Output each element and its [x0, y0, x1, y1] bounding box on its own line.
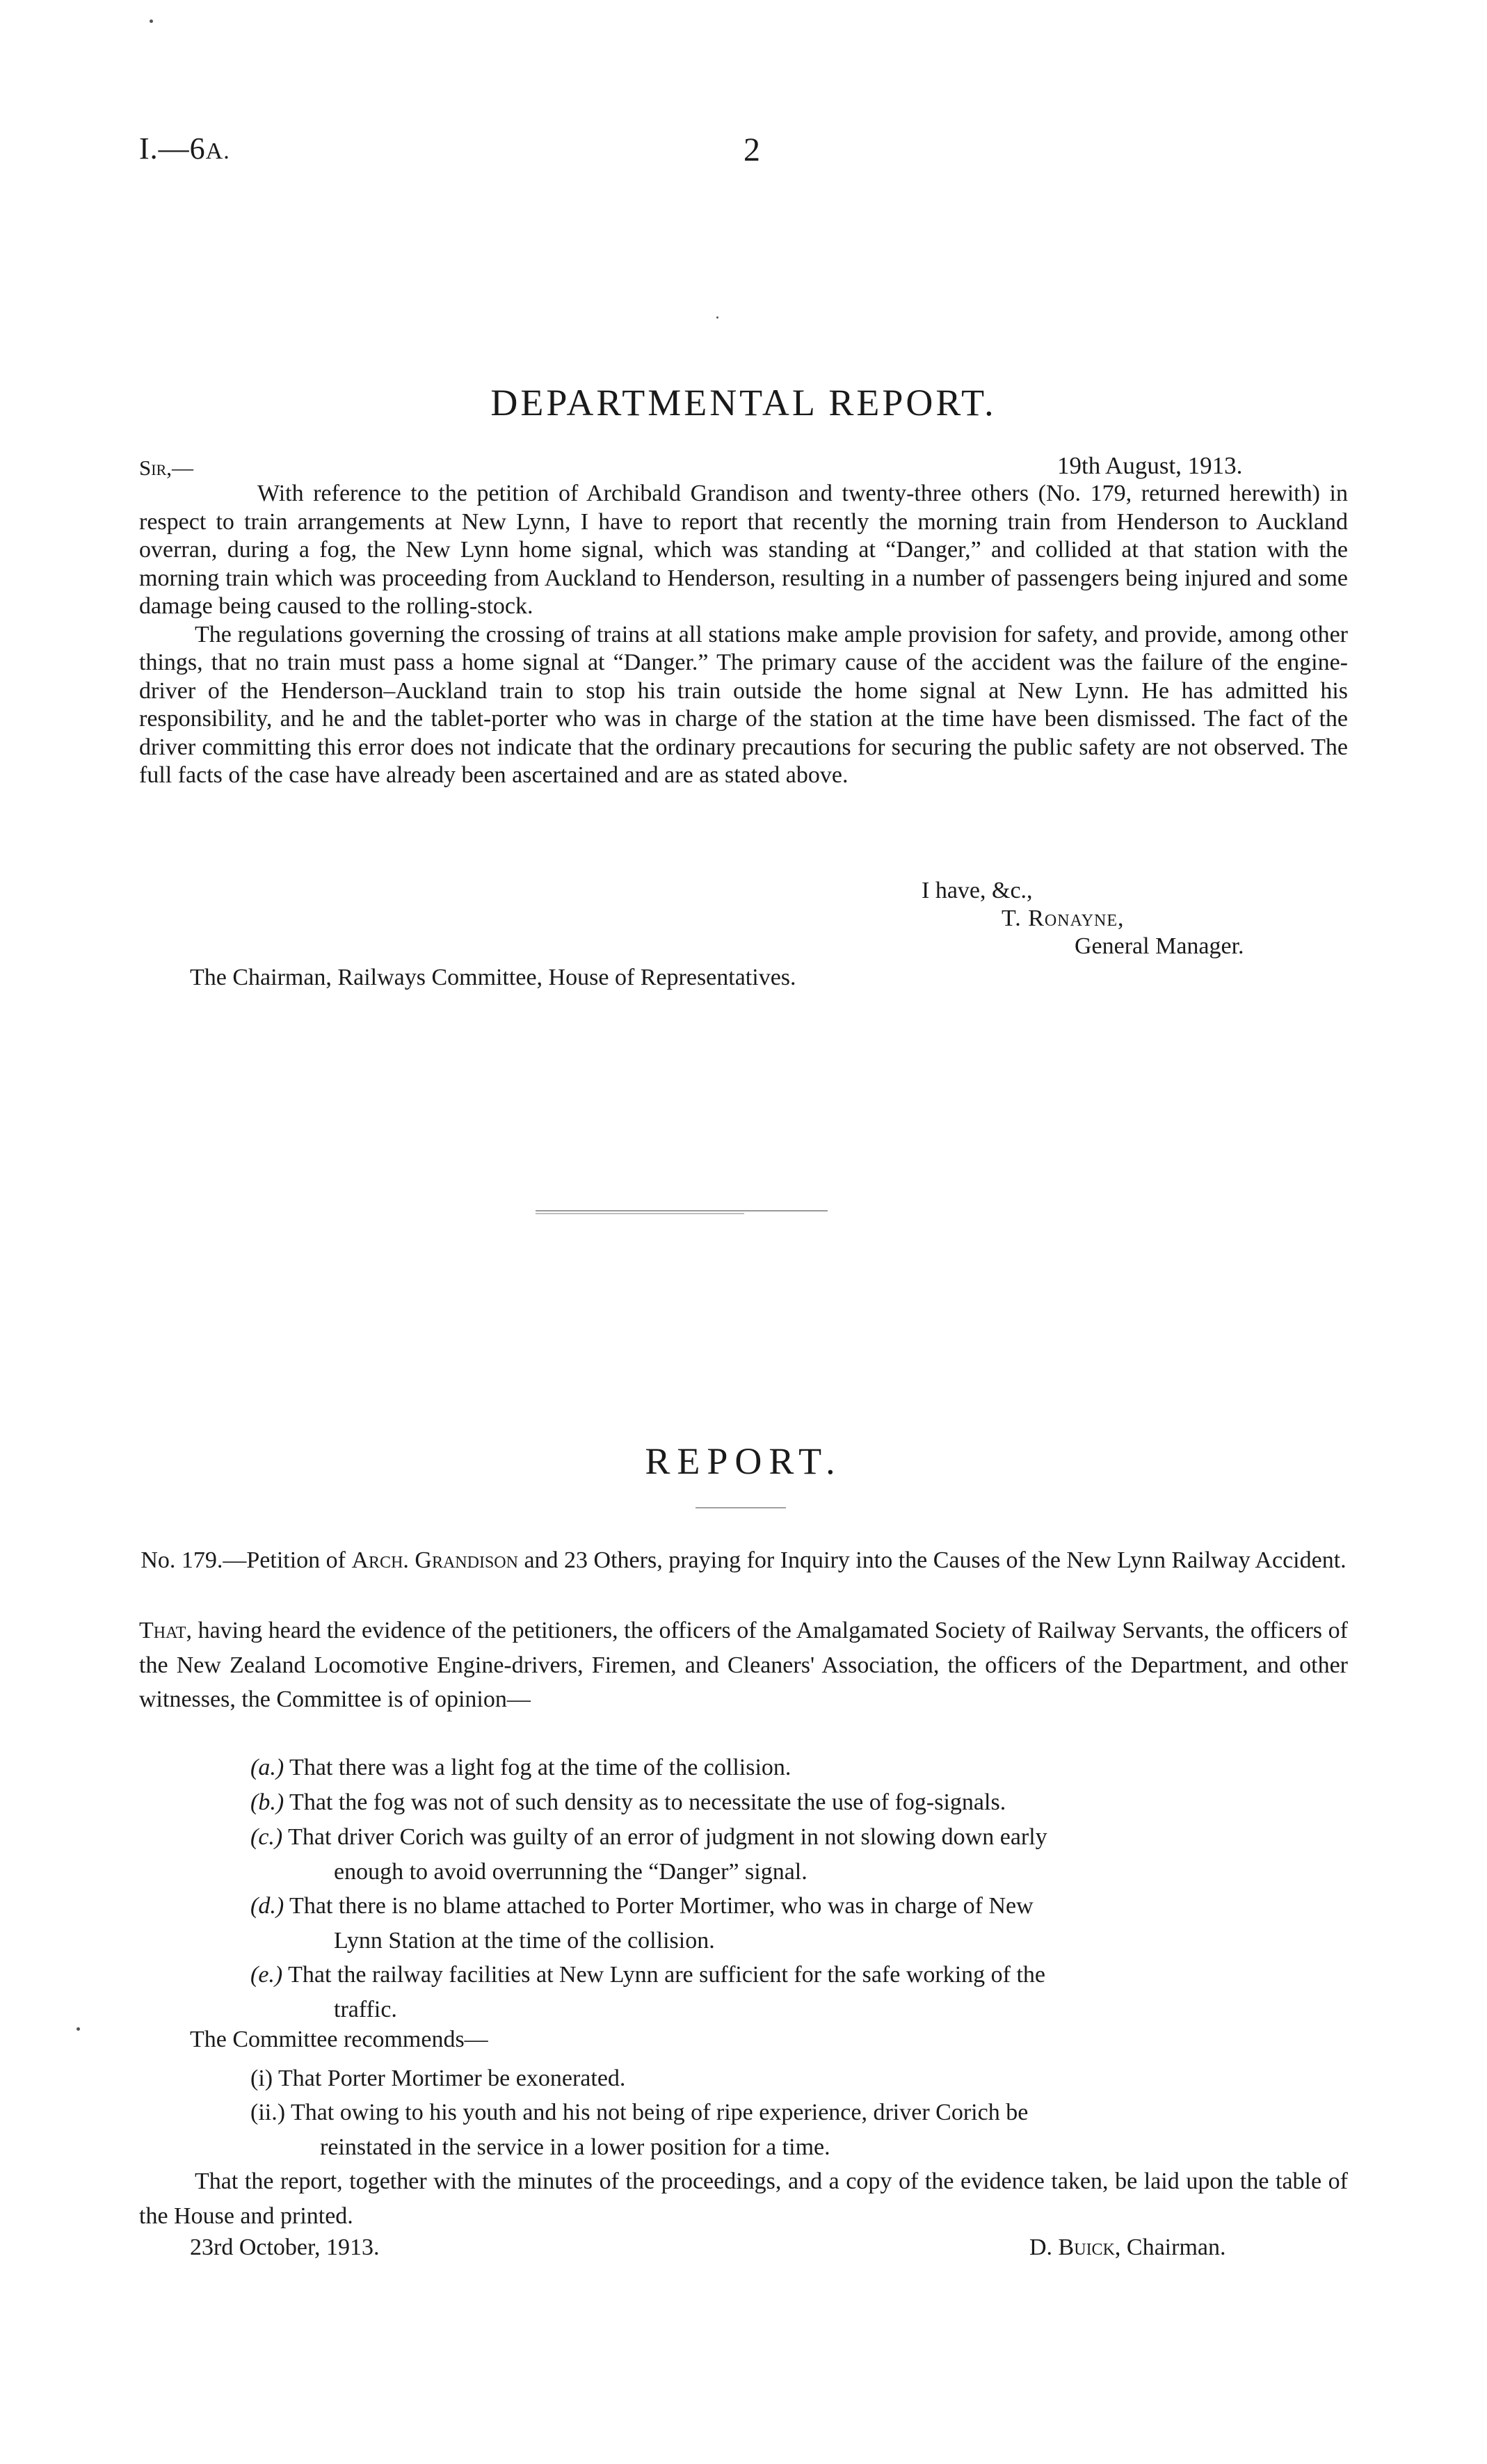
- chairman-title: , Chairman.: [1114, 2234, 1226, 2260]
- section-divider: [536, 1210, 828, 1211]
- signoff-title: General Manager.: [1075, 933, 1244, 959]
- section-divider: [536, 1213, 744, 1214]
- committee-closing: [139, 2164, 1348, 2233]
- committee-intro: [139, 1613, 1348, 1717]
- chairman-signature: [1029, 2234, 1225, 2261]
- recommendation-text: That owing to his youth and his not being of ripe experience, driver Corich be: [290, 2100, 1029, 2125]
- document-reference: [139, 131, 230, 166]
- finding-label: (e.): [250, 1962, 283, 1988]
- report-paragraph: The regulations governing the crossing of trains at all stations make ample provision for safety, and provide, among other things, that no train must pass a home signal at “Danger.” The primary cause of the accident was the failure of the engine-driver of the Henderson–Auckland train to stop his train outside the home signal at New Lynn. He has admitted his responsibility, and he and the tablet-porter who was in charge of the station at the time have been dismissed. The fact of the driver committing this error does not indicate that the ordinary precautions for securing the public safety are not observed. The full facts of the case have already been ascertained and are as stated above.: [139, 621, 1348, 788]
- finding-item: [250, 1750, 1348, 1785]
- petition-heading: [139, 1544, 1348, 1577]
- paper-speck: [716, 316, 718, 319]
- finding-text: That the fog was not of such density as to necessitate the use of fog-signals.: [289, 1789, 1006, 1815]
- paper-speck: [150, 19, 153, 23]
- recommendation-text-continued: reinstated in the service in a lower position for a time.: [320, 2134, 830, 2160]
- finding-item: [250, 1785, 1348, 1820]
- page-number: 2: [744, 131, 760, 168]
- reference-main: I.—6: [139, 131, 206, 166]
- closing-paragraph: That the report, together with the minutes of the proceedings, and a copy of the evidence taken, be laid upon the table of the House and printed.: [139, 2168, 1348, 2229]
- finding-item: [250, 1958, 1348, 2027]
- reference-suffix: A.: [205, 138, 230, 164]
- finding-text: That the railway facilities at New Lynn are sufficient for the safe working of the: [288, 1962, 1046, 1988]
- recommendation-item: [250, 2061, 1348, 2096]
- finding-text-continued: traffic.: [334, 1996, 397, 2022]
- finding-item: [250, 1820, 1348, 1889]
- committee-report-title: REPORT.: [645, 1440, 842, 1482]
- salutation: Sir,—: [139, 456, 193, 480]
- intro-lead: That: [139, 1618, 186, 1643]
- report-paragraph: With reference to the petition of Archibald Grandison and twenty-three others (No. 179, returned herewith) in respect to train arrangements at New Lynn, I have to report that recently the morning train from Henderson to Auckland overran, during a fog, the New Lynn home signal, which was standing at “Danger,” and collided at that station with the morning train which was proceeding from Auckland to Henderson, resulting in a number of passengers being injured and some damage being caused to the rolling-stock.: [139, 481, 1348, 619]
- finding-text-continued: Lynn Station at the time of the collision.: [334, 1927, 715, 1954]
- recommendation-label: (ii.): [250, 2100, 286, 2125]
- paper-speck: [77, 2027, 80, 2031]
- addressee: The Chairman, Railways Committee, House of Representatives.: [190, 965, 796, 990]
- intro-text: , having heard the evidence of the petitioners, the officers of the Amalgamated Society of Railway Servants, the officers of the New Zealand Locomotive Engine-drivers, Firemen, and Cleaners' Association, the officers of the Department, and other witnesses, the Committee is of opinion—: [139, 1618, 1348, 1712]
- signoff-closing: I have, &c.,: [922, 878, 1033, 903]
- recommendations-heading: The Committee recommends—: [190, 2027, 488, 2052]
- petition-subject: and 23 Others, praying for Inquiry into the Causes of the New Lynn Railway Accident.: [517, 1547, 1347, 1573]
- committee-report-date: 23rd October, 1913.: [190, 2234, 380, 2260]
- finding-text: That there is no blame attached to Porter Mortimer, who was in charge of New: [289, 1893, 1034, 1919]
- finding-text: That driver Corich was guilty of an error of judgment in not slowing down early: [288, 1824, 1047, 1850]
- departmental-report-body: [139, 480, 1348, 790]
- finding-label: (c.): [250, 1824, 283, 1850]
- title-rule: [696, 1507, 786, 1508]
- departmental-report-date: 19th August, 1913.: [1057, 452, 1243, 479]
- recommendation-item: [250, 2095, 1348, 2164]
- finding-label: (d.): [250, 1893, 284, 1919]
- petitioner-name: Arch. Grandison: [351, 1547, 518, 1573]
- signoff-name: T. Ronayne,: [1002, 905, 1125, 931]
- chairman-name: D. Buick: [1029, 2234, 1115, 2260]
- recommendation-text: That Porter Mortimer be exonerated.: [278, 2066, 626, 2091]
- finding-text-continued: enough to avoid overrunning the “Danger” signal.: [334, 1858, 807, 1885]
- departmental-report-title: DEPARTMENTAL REPORT.: [490, 382, 997, 424]
- petition-prefix: No. 179.—Petition of: [140, 1547, 352, 1573]
- finding-label: (a.): [250, 1755, 284, 1780]
- finding-text: That there was a light fog at the time of the collision.: [289, 1755, 791, 1780]
- finding-label: (b.): [250, 1789, 284, 1815]
- recommendation-label: (i): [250, 2066, 273, 2091]
- finding-item: [250, 1889, 1348, 1958]
